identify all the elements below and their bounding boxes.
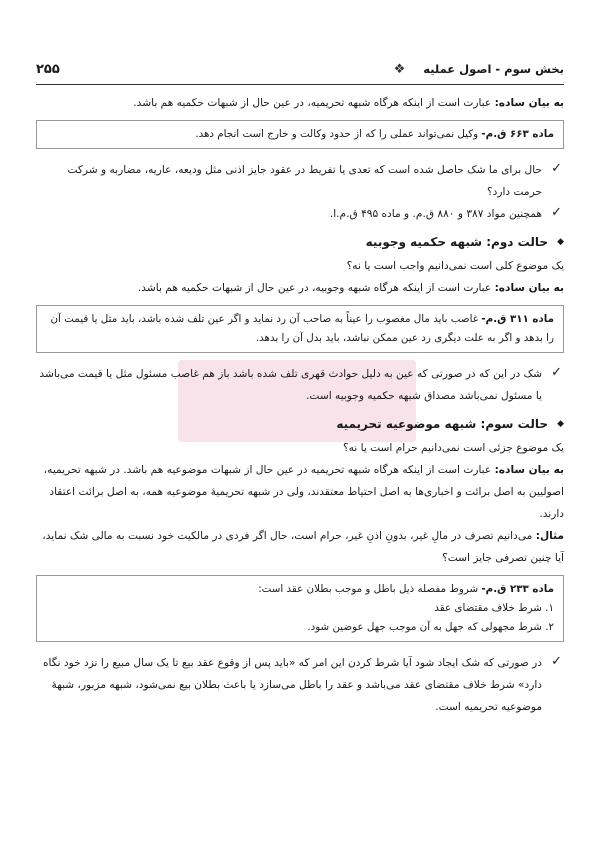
heading-text: حالت دوم: شبهه حکمیه وجوبیه [365, 235, 548, 249]
paragraph-text: عبارت است از اینکه هرگاه شبهه تحریمیه، در عین حال از شبهات حکمیه هم باشد. [133, 97, 495, 109]
paragraph-general-topic: یک موضوع کلی است نمی‌دانیم واجب است یا نه؟ [346, 260, 564, 272]
paragraph-specific-topic: یک موضوع جزئی است نمی‌دانیم حرام است یا نه؟ [342, 442, 564, 454]
bullet-text: حال برای ما شک حاصل شده است که تعدی یا تفریط در عقود جایز اذنی مثل ودیعه، عاریه، مضاربه و شرکت حرمت دارد؟ [67, 164, 542, 198]
label-bold: مثال: [535, 530, 564, 542]
chapter-title: بخش سوم - اصول عملیه [423, 62, 564, 76]
article-text: شروط مفصله ذیل باطل و موجب بطلان عقد است: [258, 583, 482, 595]
check-icon: ✓ [551, 365, 562, 380]
label-bold: به بیان ساده: [494, 282, 564, 294]
page-header [36, 58, 564, 80]
label-bold: به بیان ساده: [494, 97, 564, 109]
article-box-663 [36, 120, 564, 149]
heading-case-2 [36, 231, 564, 253]
page-body [36, 92, 564, 718]
paragraph-simple-explanation-1 [36, 92, 564, 114]
diamond-icon: ◆ [557, 419, 564, 429]
diamond-icon: ◆ [557, 237, 564, 247]
bullet-text: شک در این که در صورتی که عین به دلیل حوادث قهری تلف شده باشد باز هم غاصب مسئول مثل یا قیمت می‌باشد یا مسئول نمی‌باشد مصداق شبهه حکمیه وجوبیه است. [39, 368, 542, 402]
bullet-text: در صورتی که شک ایجاد شود آیا شرط کردن این امر که «باید پس از وقوع عقد بیع تا یک سال مبیع را نزد خود نگاه دارد» شرط خلاف مقتضای عقد می‌باشد و عقد را باطل می‌سازد یا باعث بطلان بیع نمی‌شود، شبهه مزبور، شبههٔ موضوعیه تحریمیه است. [42, 657, 542, 713]
label-bold: به بیان ساده: [494, 464, 564, 476]
article-text: وکیل نمی‌تواند عملی را که از حدود وکالت و خارج است انجام دهد. [195, 128, 482, 140]
paragraph-simple-explanation-3 [36, 459, 564, 525]
paragraph-simple-explanation-2 [36, 277, 564, 299]
check-bullet-2 [36, 203, 564, 225]
article-item: ۲. شرط مجهولی که جهل به آن موجب جهل عوضین شود. [307, 621, 554, 633]
bullet-text: همچنین مواد ۳۸۷ و ۸۸۰ ق.م. و ماده ۴۹۵ ق.م.ا. [329, 208, 542, 220]
check-bullet-3 [36, 363, 564, 407]
check-bullet-4 [36, 652, 564, 718]
page-number: ۲۵۵ [36, 61, 60, 77]
article-box-311 [36, 305, 564, 353]
check-icon: ✓ [551, 205, 562, 220]
paragraph-example [36, 525, 564, 569]
ornament-icon: ❖ [393, 61, 406, 77]
article-heading [46, 580, 554, 599]
article-box-233 [36, 575, 564, 642]
article-label: ماده ۲۳۳ ق.م- [481, 583, 554, 595]
heading-text: حالت سوم: شبهه موضوعیه تحریمیه [336, 417, 548, 431]
paragraph-text: می‌دانیم تصرف در مالِ غیر، بدونِ اذنِ غیر، حرام است، حال اگر فردی در مالکیت خود نسبت به مالی شک نماید، آیا چنین تصرفی جایز است؟ [42, 530, 564, 564]
article-item: ۱. شرط خلاف مقتضای عقد [434, 602, 554, 614]
article-label: ماده ۶۶۳ ق.م- [481, 128, 554, 140]
article-label: ماده ۳۱۱ ق.م- [481, 313, 554, 325]
header-title-group [394, 62, 564, 77]
paragraph-text: عبارت است از اینکه هرگاه شبهه وجوبیه، در عین حال از شبهات حکمیه هم باشد. [137, 282, 495, 294]
check-bullet-1 [36, 159, 564, 203]
heading-case-3 [36, 413, 564, 435]
article-text: غاصب باید مال مغصوب را عیناً به صاحب آن رد نماید و اگر عین تلف شده باشد، باید مثل یا قیمت آن را بدهد و اگر به علت دیگری رد عین ممکن نباشد، باید بدل آن را بدهد. [50, 313, 554, 344]
check-icon: ✓ [551, 654, 562, 669]
header-rule [36, 84, 564, 85]
paragraph-text: عبارت است از اینکه هرگاه شبهه تحریمیه در عین حال از شبهات موضوعیه هم باشد. در شبهه تحریمیه، اصولیین به اصل برائت و اخباری‌ها به اصل احتیاط معتقدند، ولی در شبهه تحریمیهٔ موضوعیه همه، به اصل برائت اعتقاد دارند. [43, 464, 564, 520]
check-icon: ✓ [551, 161, 562, 176]
